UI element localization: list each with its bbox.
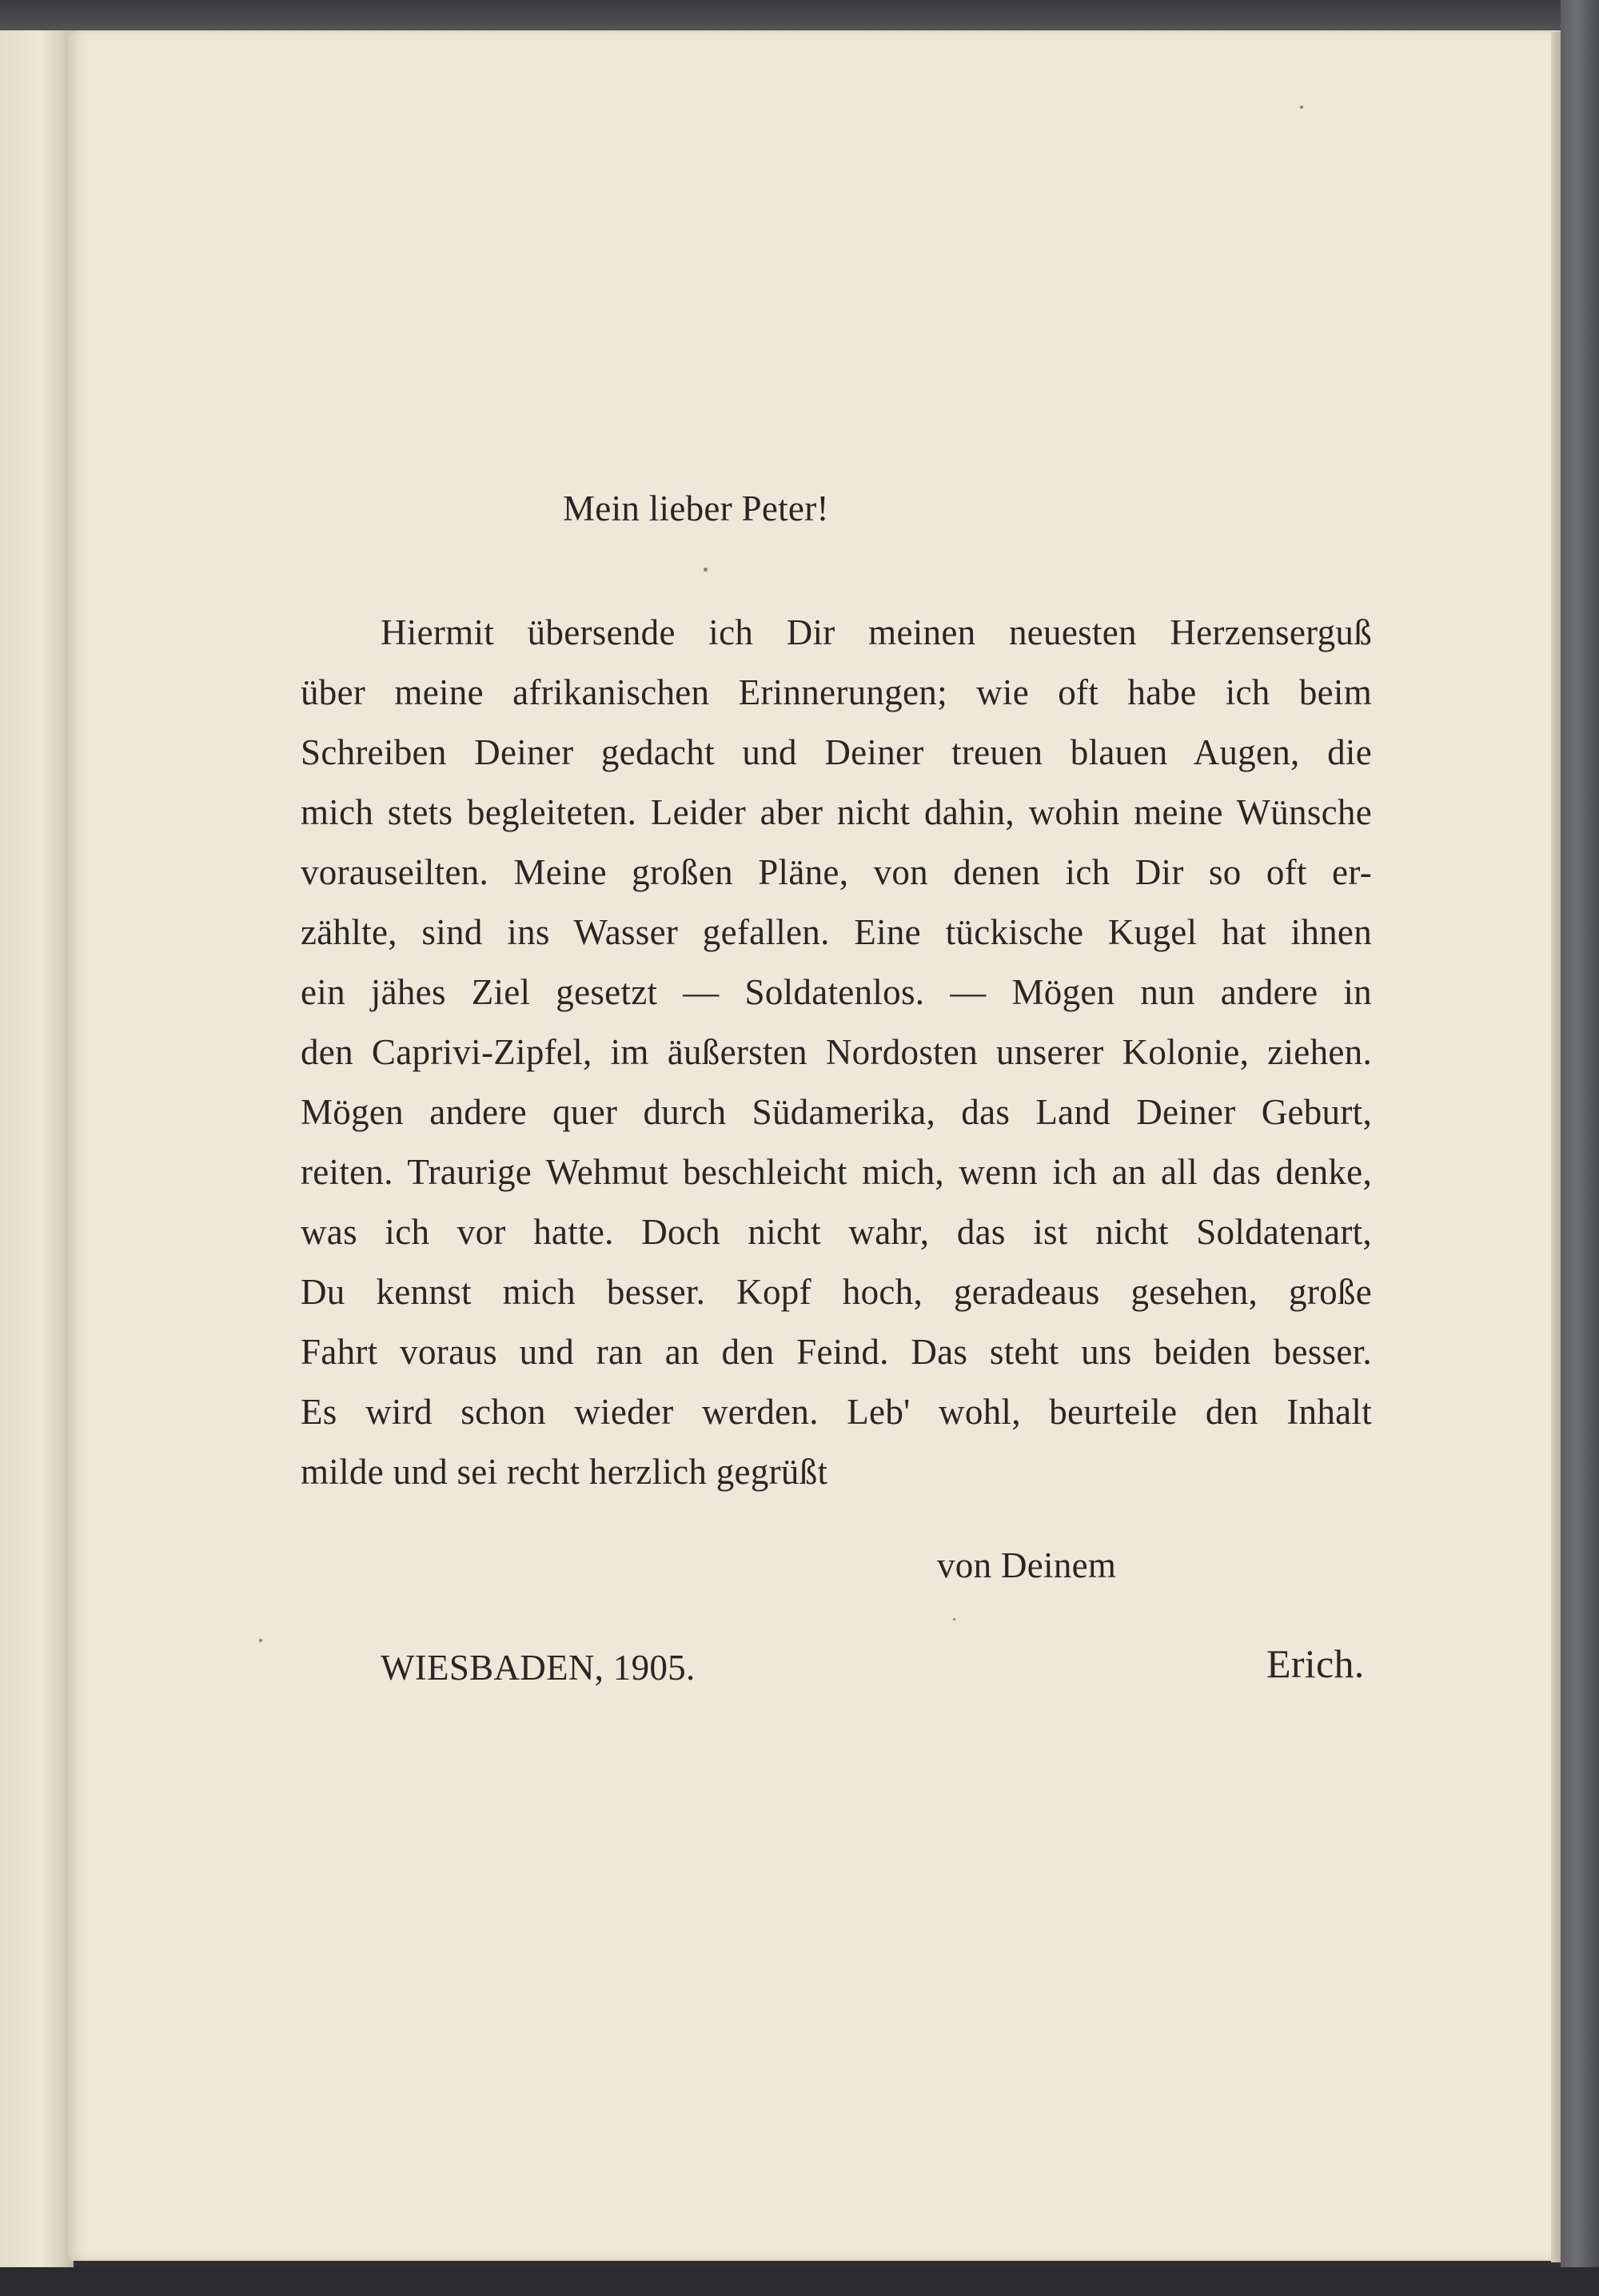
letter-body-line: über meine afrikanischen Erinnerungen; wie oft habe ich beim <box>301 672 1372 712</box>
book-cover-bottom <box>0 2267 1599 2296</box>
letter-body-line: Du kennst mich besser. Kopf hoch, geradeaus gesehen, große <box>301 1272 1372 1312</box>
letter-body-line: vorauseilten. Meine großen Pläne, von denen ich Dir so oft er- <box>301 852 1372 892</box>
place-and-date: WIESBADEN, 1905. <box>381 1648 696 1688</box>
book-page <box>67 30 1561 2261</box>
letter-body-line: milde und sei recht herzlich gegrüßt <box>301 1452 828 1492</box>
letter-body-line: ein jähes Ziel gesetzt — Soldatenlos. — Mögen nun andere in <box>301 972 1372 1012</box>
book-cover-top <box>0 0 1599 32</box>
signature: Erich. <box>1266 1641 1365 1686</box>
paper-speck <box>704 568 708 572</box>
letter-body-line: reiten. Traurige Wehmut beschleicht mich, wenn ich an all das denke, <box>301 1152 1372 1192</box>
letter-body-line: Hiermit übersende ich Dir meinen neuesten Herzenserguß <box>381 612 1372 652</box>
book-cover-right <box>1561 0 1599 2296</box>
letter-body-line: mich stets begleiteten. Leider aber nicht dahin, wohin meine Wünsche <box>301 792 1372 832</box>
letter-body-line: was ich vor hatte. Doch nicht wahr, das ist nicht Soldatenart, <box>301 1212 1372 1252</box>
paper-speck <box>953 1618 955 1620</box>
letter-closing: von Deinem <box>937 1545 1117 1585</box>
letter-body-line: Schreiben Deiner gedacht und Deiner treuen blauen Augen, die <box>301 732 1372 772</box>
letter-body-line: den Caprivi-Zipfel, im äußersten Nordosten unserer Kolonie, ziehen. <box>301 1032 1372 1072</box>
paper-speck <box>259 1639 262 1642</box>
letter-body-line: Fahrt voraus und ran an den Feind. Das steht uns beiden besser. <box>301 1332 1372 1372</box>
letter-body-line: Mögen andere quer durch Südamerika, das Land Deiner Geburt, <box>301 1092 1372 1132</box>
previous-page-edge <box>0 30 74 2269</box>
letter-body-line: zählte, sind ins Wasser gefallen. Eine tückische Kugel hat ihnen <box>301 912 1372 952</box>
letter-salutation: Mein lieber Peter! <box>563 488 829 528</box>
page-fore-edge <box>1551 32 1561 2262</box>
letter-body <box>301 603 1372 1502</box>
paper-speck <box>1300 106 1303 109</box>
letter-body-line: Es wird schon wieder werden. Leb' wohl, beurteile den Inhalt <box>301 1392 1372 1432</box>
